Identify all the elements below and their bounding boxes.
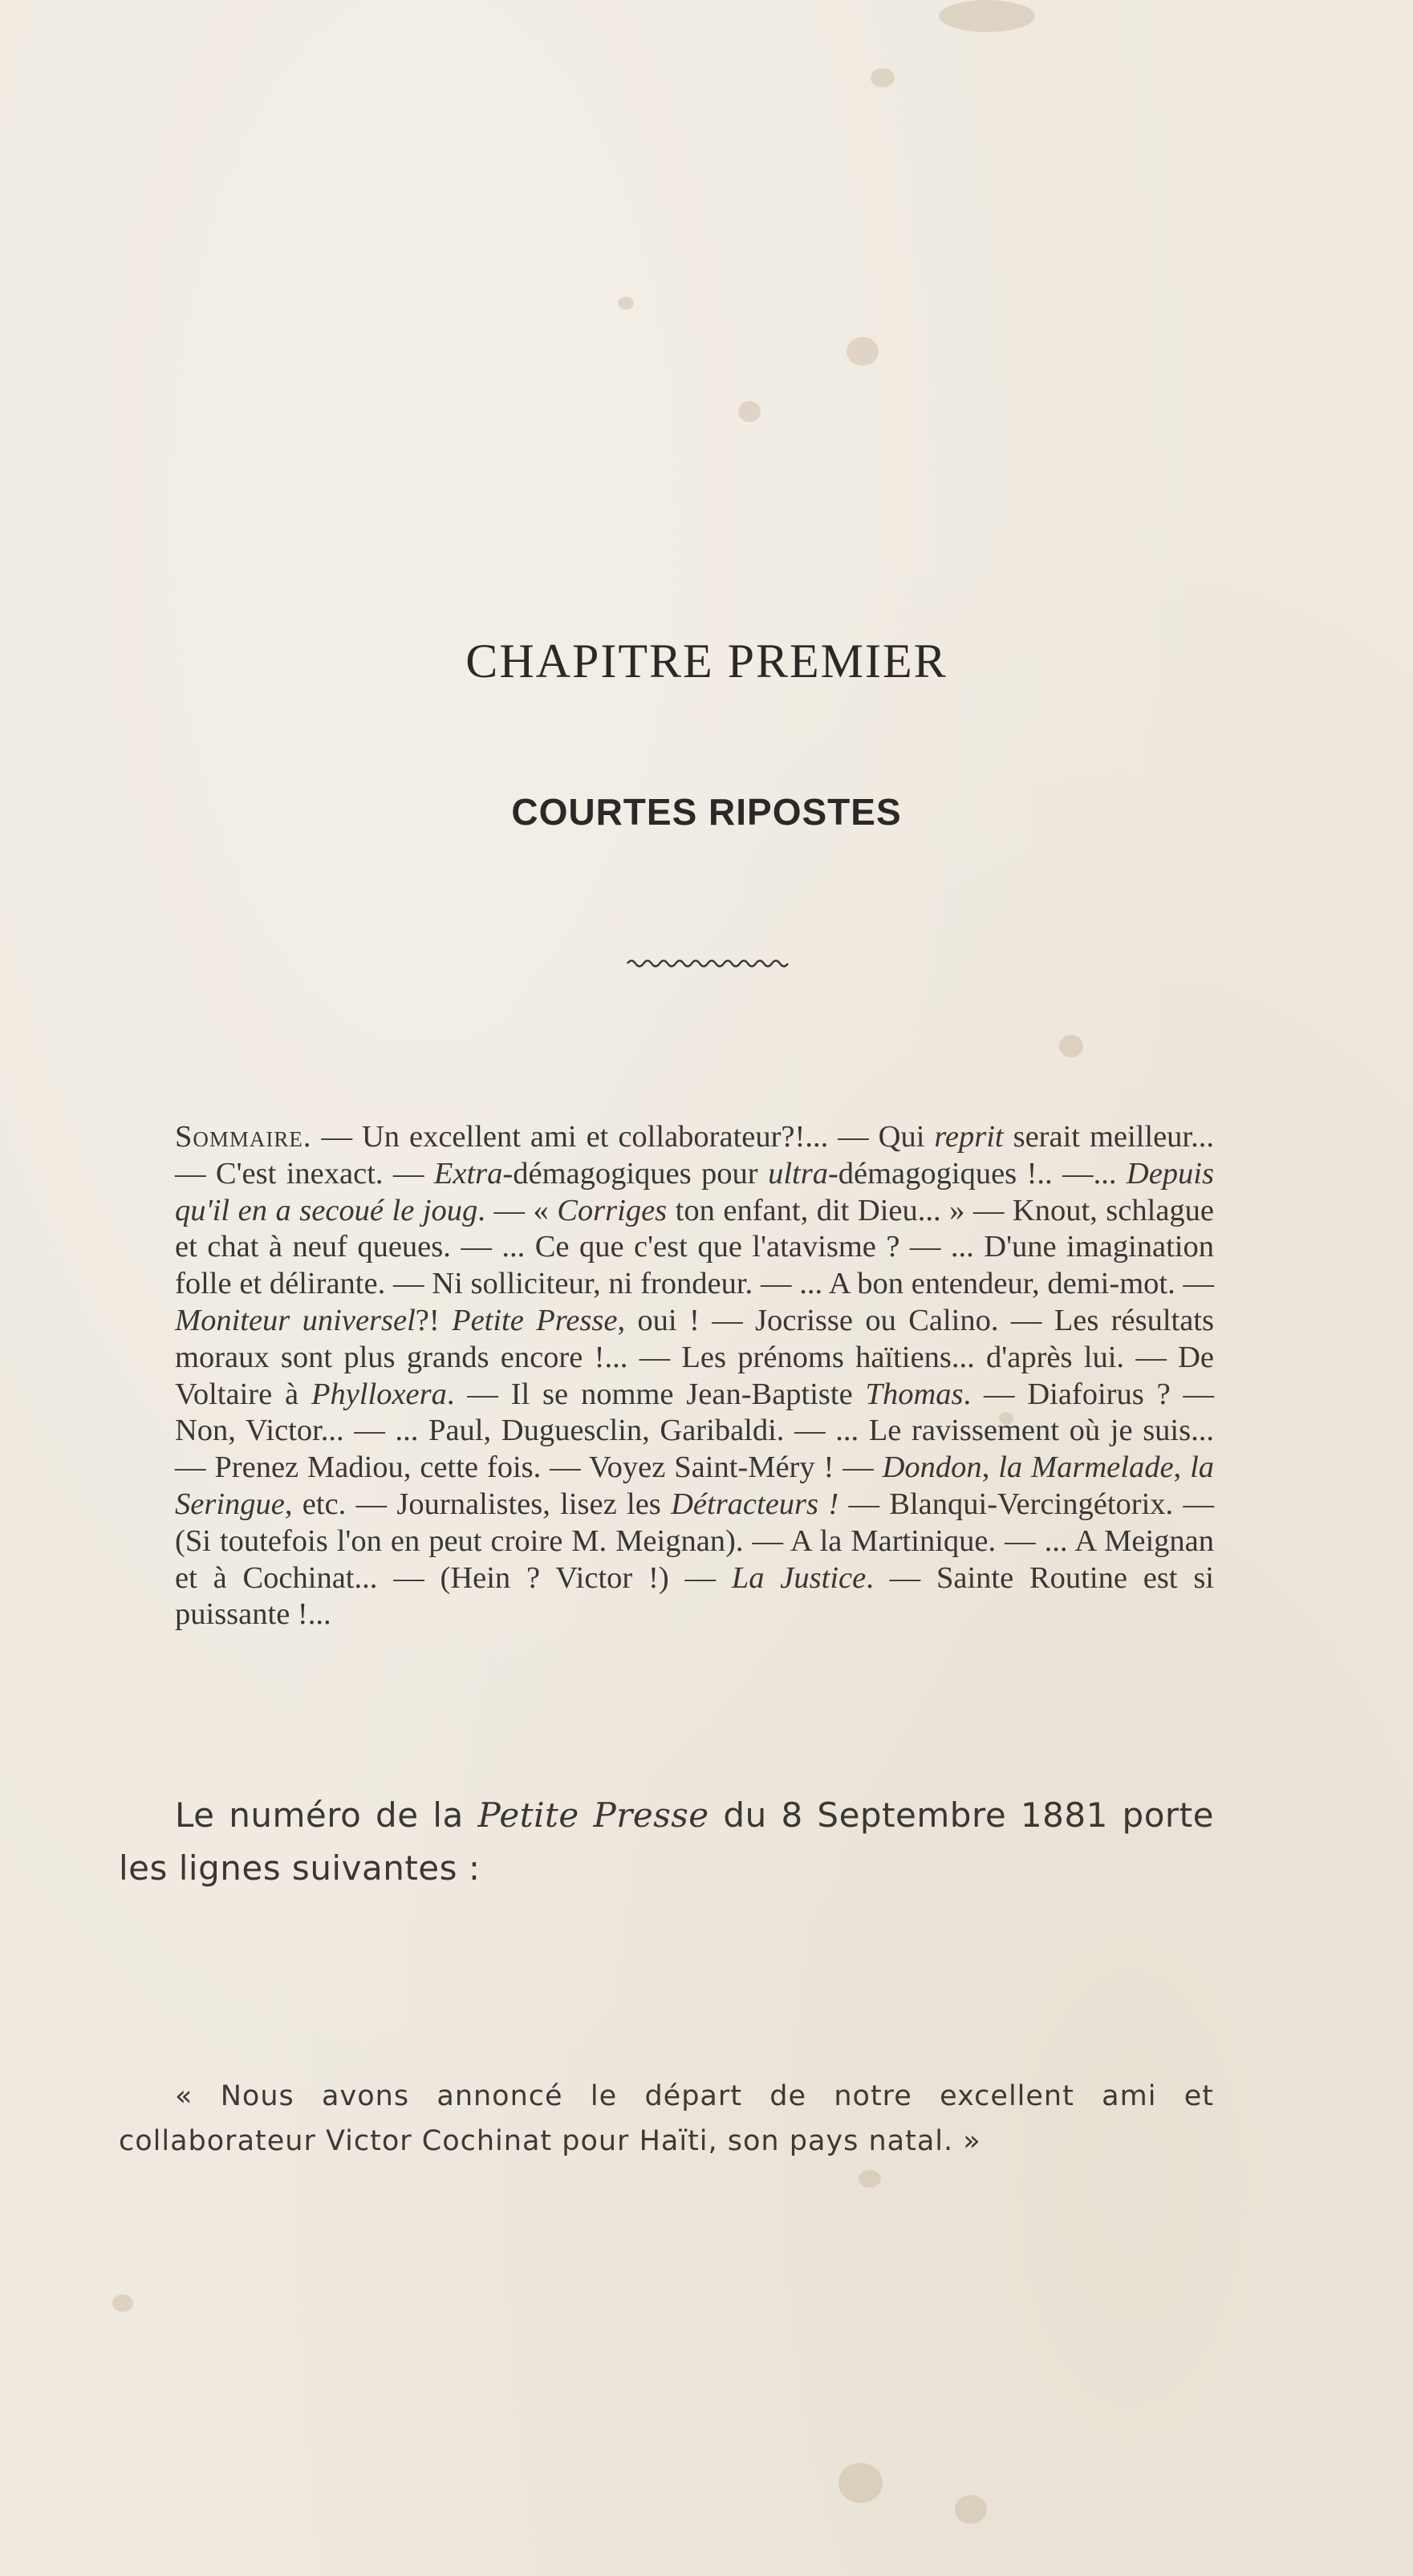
sommaire-text: — Blanqui-Vercingétorix. — (Si toutefois l'on en peut croire M. Meignan). — A la Martinique. — ... A Meignan et à Cochinat... — (Hein ? Victor !) — xyxy=(175,1487,1214,1595)
sommaire-text: , xyxy=(1173,1450,1191,1485)
foxing-spot xyxy=(859,2170,881,2188)
sommaire-italic: Extra xyxy=(433,1156,503,1191)
foxing-spot xyxy=(1059,1035,1083,1057)
foxing-spot xyxy=(955,2495,987,2524)
section-title: COURTES RIPOSTES xyxy=(511,791,902,833)
sommaire-italic: ultra xyxy=(768,1156,828,1191)
sommaire-italic: Thomas xyxy=(865,1377,964,1411)
sommaire-italic: La Justice xyxy=(731,1560,867,1595)
sommaire-italic: Détracteurs ! xyxy=(671,1487,839,1521)
sommaire-italic: la Seringue xyxy=(175,1450,1215,1521)
sommaire-text: . — Il se nomme Jean-Baptiste xyxy=(446,1377,866,1411)
sommaire-label: Sommaire. xyxy=(175,1120,312,1154)
sommaire-italic: Depuis qu'il en a secoué le joug xyxy=(175,1156,1214,1227)
sommaire-text: . — Sainte Routine est si puissante !... xyxy=(175,1560,1214,1632)
body-text: du 8 Septembre 1881 porte les lignes suivantes : xyxy=(119,1795,1214,1888)
foxing-spot xyxy=(738,401,761,422)
sommaire-text: serait meilleur... — C'est inexact. — xyxy=(175,1120,1214,1191)
body-paragraph xyxy=(119,1789,1214,1895)
sommaire-text: -démagogiques !.. —... xyxy=(827,1156,1127,1191)
foxing-spot xyxy=(871,68,895,87)
chapter-title: CHAPITRE PREMIER xyxy=(465,635,948,688)
newspaper-title: Petite Presse xyxy=(477,1795,709,1835)
sommaire-italic: Moniteur universel xyxy=(175,1303,416,1337)
sommaire-italic: reprit xyxy=(934,1120,1004,1154)
sommaire-text: -démagogiques pour xyxy=(502,1156,769,1191)
sommaire-text: ton enfant, dit Dieu... » — Knout, schlague et chat à neuf queues. — ... Ce que c'est que l'atavisme ? — ... D'une imagination folle et délirante. — Ni solliciteur, ni frondeur. — ... A bon entendeur, demi-mot. — xyxy=(175,1193,1214,1301)
body-text: Le numéro de la xyxy=(175,1795,478,1835)
foxing-spot xyxy=(618,297,634,310)
sommaire-text: ?! xyxy=(415,1303,453,1337)
sommaire-text: , oui ! — Jocrisse ou Calino. — Les résultats moraux sont plus grands encore !... — Les prénoms haïtiens... d'après lui. — De Voltaire à xyxy=(175,1303,1214,1411)
quote-paragraph: « Nous avons annoncé le départ de notre excellent ami et collaborateur Victor Cochinat pour Haïti, son pays natal. » xyxy=(119,2080,1214,2157)
sommaire-text: . — « xyxy=(477,1193,558,1227)
sommaire-text: . — Diafoirus ? — Non, Victor... — ... Paul, Duguesclin, Garibaldi. — ... Le ravissement où je suis... — Prenez Madiou, cette fois. — Voyez Saint-Méry ! — xyxy=(175,1377,1214,1485)
foxing-spot xyxy=(939,0,1035,32)
sommaire-italic: Dondon xyxy=(882,1450,982,1485)
sommaire-italic: Petite Presse xyxy=(452,1303,618,1337)
foxing-spot xyxy=(838,2463,883,2503)
sommaire-text: , xyxy=(981,1450,999,1485)
sommaire-italic: Phylloxera xyxy=(311,1377,447,1411)
sommaire-italic: la Marmelade xyxy=(998,1450,1174,1485)
wavy-ornament xyxy=(626,957,790,970)
sommaire-paragraph xyxy=(175,1119,1214,1633)
sommaire-italic: Corriges xyxy=(557,1193,668,1227)
sommaire-text: — Un excellent ami et collaborateur?!... — Qui xyxy=(311,1120,935,1154)
foxing-spot xyxy=(112,2294,133,2312)
sommaire-text: , etc. — Journalistes, lisez les xyxy=(284,1487,672,1521)
foxing-spot xyxy=(847,337,879,366)
